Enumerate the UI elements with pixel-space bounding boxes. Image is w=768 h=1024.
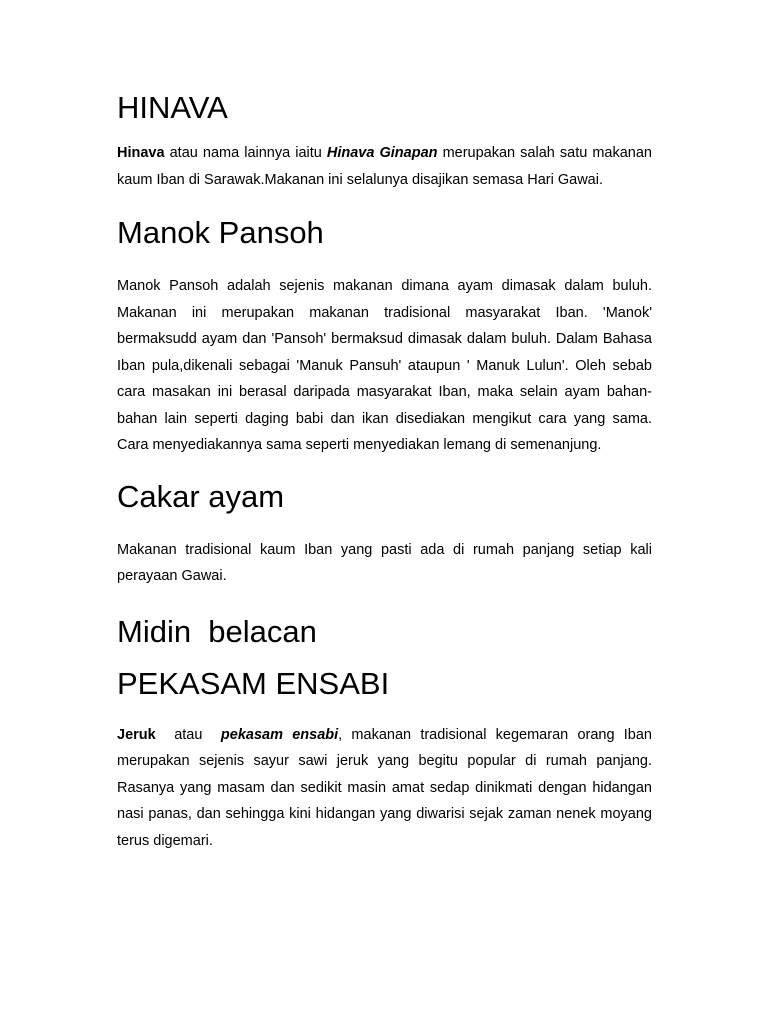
text-hinava-2: merupakan salah satu makanan kaum Iban di Sarawak.Makanan ini selalunya disajikan semasa Hari Gawai. (117, 145, 652, 188)
text-pekasam-1: atau (155, 726, 221, 743)
heading-pekasam-ensabi: PEKASAM ENSABI (117, 665, 390, 701)
document-page (117, 88, 652, 854)
text-pekasam-2: , makanan tradisional kegemaran orang Iban merupakan sejenis sayur sawi jeruk yang begitu popular di rumah panjang. Rasanya yang masam dan sedikit masin amat sedap dinikmati dengan hidangan nasi panas, dan sehingga kini hidangan yang diwarisi sejak zaman nenek moyang terus digemari. (117, 726, 652, 849)
paragraph-pekasam-ensabi (117, 722, 652, 855)
heading-midin-belacan: Midin belacan (117, 613, 317, 649)
paragraph-hinava (117, 140, 652, 193)
term-jeruk: Jeruk (117, 726, 156, 743)
paragraph-manok-pansoh: Manok Pansoh adalah sejenis makanan dimana ayam dimasak dalam buluh. Makanan ini merupakan makanan tradisional masyarakat Iban. 'Manok' bermaksudd ayam dan 'Pansoh' bermaksud dimasak dalam buluh. Dalam Bahasa Iban pula,dikenali sebagai 'Manuk Pansuh' ataupun ' Manuk Lulun'. Oleh sebab cara masakan ini berasal daripada masyarakat Iban, maka selain ayam bahan-bahan lain seperti daging babi dan ikan disediakan mengikut cara yang sama. Cara menyediakannya sama seperti menyediakan lemang di semenanjung. (117, 278, 652, 453)
heading-manok-pansoh: Manok Pansoh (117, 215, 324, 250)
alt-name-pekasam-ensabi: pekasam ensabi (220, 726, 339, 743)
alt-name-hinava: Hinava Ginapan (326, 145, 438, 161)
heading-hinava: HINAVA (117, 90, 228, 125)
heading-cakar-ayam: Cakar ayam (117, 478, 285, 514)
text-hinava-1: atau nama lainnya iaitu (164, 145, 327, 161)
term-hinava: Hinava (117, 145, 165, 161)
paragraph-cakar-ayam: Makanan tradisional kaum Iban yang pasti ada di rumah panjang setiap kali perayaan Gawai. (117, 541, 652, 584)
